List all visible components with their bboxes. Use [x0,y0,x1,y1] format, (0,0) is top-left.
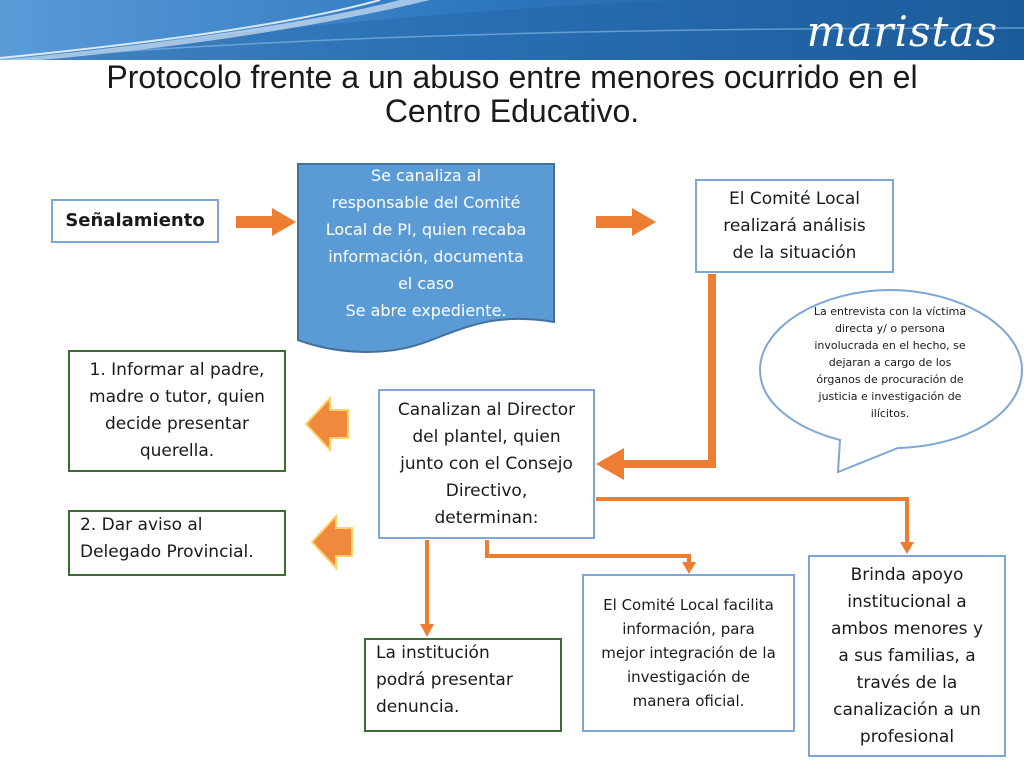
comite-analisis-line-1: El Comité Local [728,188,860,209]
bubble-line-4: dejaran a cargo de los [828,356,952,369]
aviso-line-1: 2. Dar aviso al [80,515,203,535]
director-box [378,389,595,539]
informar-box [68,350,286,472]
senalamiento-box [51,199,219,243]
facilita-line-4: investigación de [627,668,750,686]
informar-line-3: decide presentar [104,414,249,434]
canaliza-line-1: Se canaliza al [370,166,482,185]
facilita-line-1: El Comité Local facilita [603,596,774,614]
apoyo-line-1: Brinda apoyo [850,564,964,585]
connector-director-to-apoyo [596,499,914,554]
informar-line-1: 1. Informar al padre, [89,360,265,380]
title-line-1: Protocolo frente a un abuso entre menores ocurrido en el [106,59,918,95]
connector-director-to-facilita [487,540,696,574]
canaliza-line-4: información, documenta [328,247,524,266]
canaliza-expediente: Se abre expediente. [345,301,507,320]
facilita-line-3: mejor integración de la [601,644,776,662]
institucion-line-2: podrá presentar [376,670,513,690]
comite-analisis-line-2: realizará análisis [723,215,866,236]
institucion-box [364,638,562,732]
title-line-2: Centro Educativo. [384,93,640,129]
maristas-logo: maristas [806,7,998,56]
facilita-line-2: información, para [622,620,755,638]
bubble-line-7: ilícitos. [870,407,910,420]
director-line-2: del plantel, quien [412,426,561,447]
senalamiento-label: Señalamiento [65,210,205,231]
comite-facilita-box [582,574,795,732]
bubble-text [800,303,980,425]
apoyo-line-6: canalización a un [833,699,981,720]
apoyo-line-2: institucional a [847,591,967,612]
arrow-left-2-icon [312,516,352,568]
canaliza-line-2: responsable del Comité [331,193,521,212]
bubble-line-6: justicia e investigación de [818,390,962,403]
bubble-line-1: La entrevista con la víctima [813,305,967,318]
arrow-right-1-icon [236,208,296,236]
bubble-line-3: involucrada en el hecho, se [814,339,966,352]
apoyo-line-3: ambos menores y [830,618,984,639]
page-title [60,60,964,128]
director-line-4: Directivo, [445,480,528,501]
apoyo-line-5: través de la [856,672,958,693]
arrow-right-2-icon [596,208,656,236]
comite-analisis-line-3: de la situación [732,242,857,263]
arrow-left-1-icon [306,398,348,450]
apoyo-box [808,555,1006,757]
apoyo-line-7: profesional [859,726,955,747]
canaliza-text [300,162,552,324]
institucion-line-3: denuncia. [376,697,460,717]
apoyo-line-4: a sus familias, a [838,645,976,666]
director-line-3: junto con el Consejo [400,453,573,474]
director-line-5: determinan: [434,507,539,528]
connector-comite-to-director [596,274,716,480]
aviso-box [68,510,286,576]
director-line-1: Canalizan al Director [397,399,576,420]
canaliza-line-5: el caso [397,274,455,293]
informar-line-2: madre o tutor, quien [89,387,265,407]
aviso-line-2: Delegado Provincial. [80,542,254,562]
bubble-line-5: órganos de procuración de [816,373,964,386]
canaliza-line-3: Local de PI, quien recaba [325,220,527,239]
connector-director-to-institucion [420,540,434,637]
comite-analisis-box [695,179,894,273]
institucion-line-1: La institución [376,643,490,663]
informar-line-4: querella. [139,441,215,461]
bubble-line-2: directa y/ o persona [834,322,946,335]
facilita-line-5: manera oficial. [632,692,745,710]
